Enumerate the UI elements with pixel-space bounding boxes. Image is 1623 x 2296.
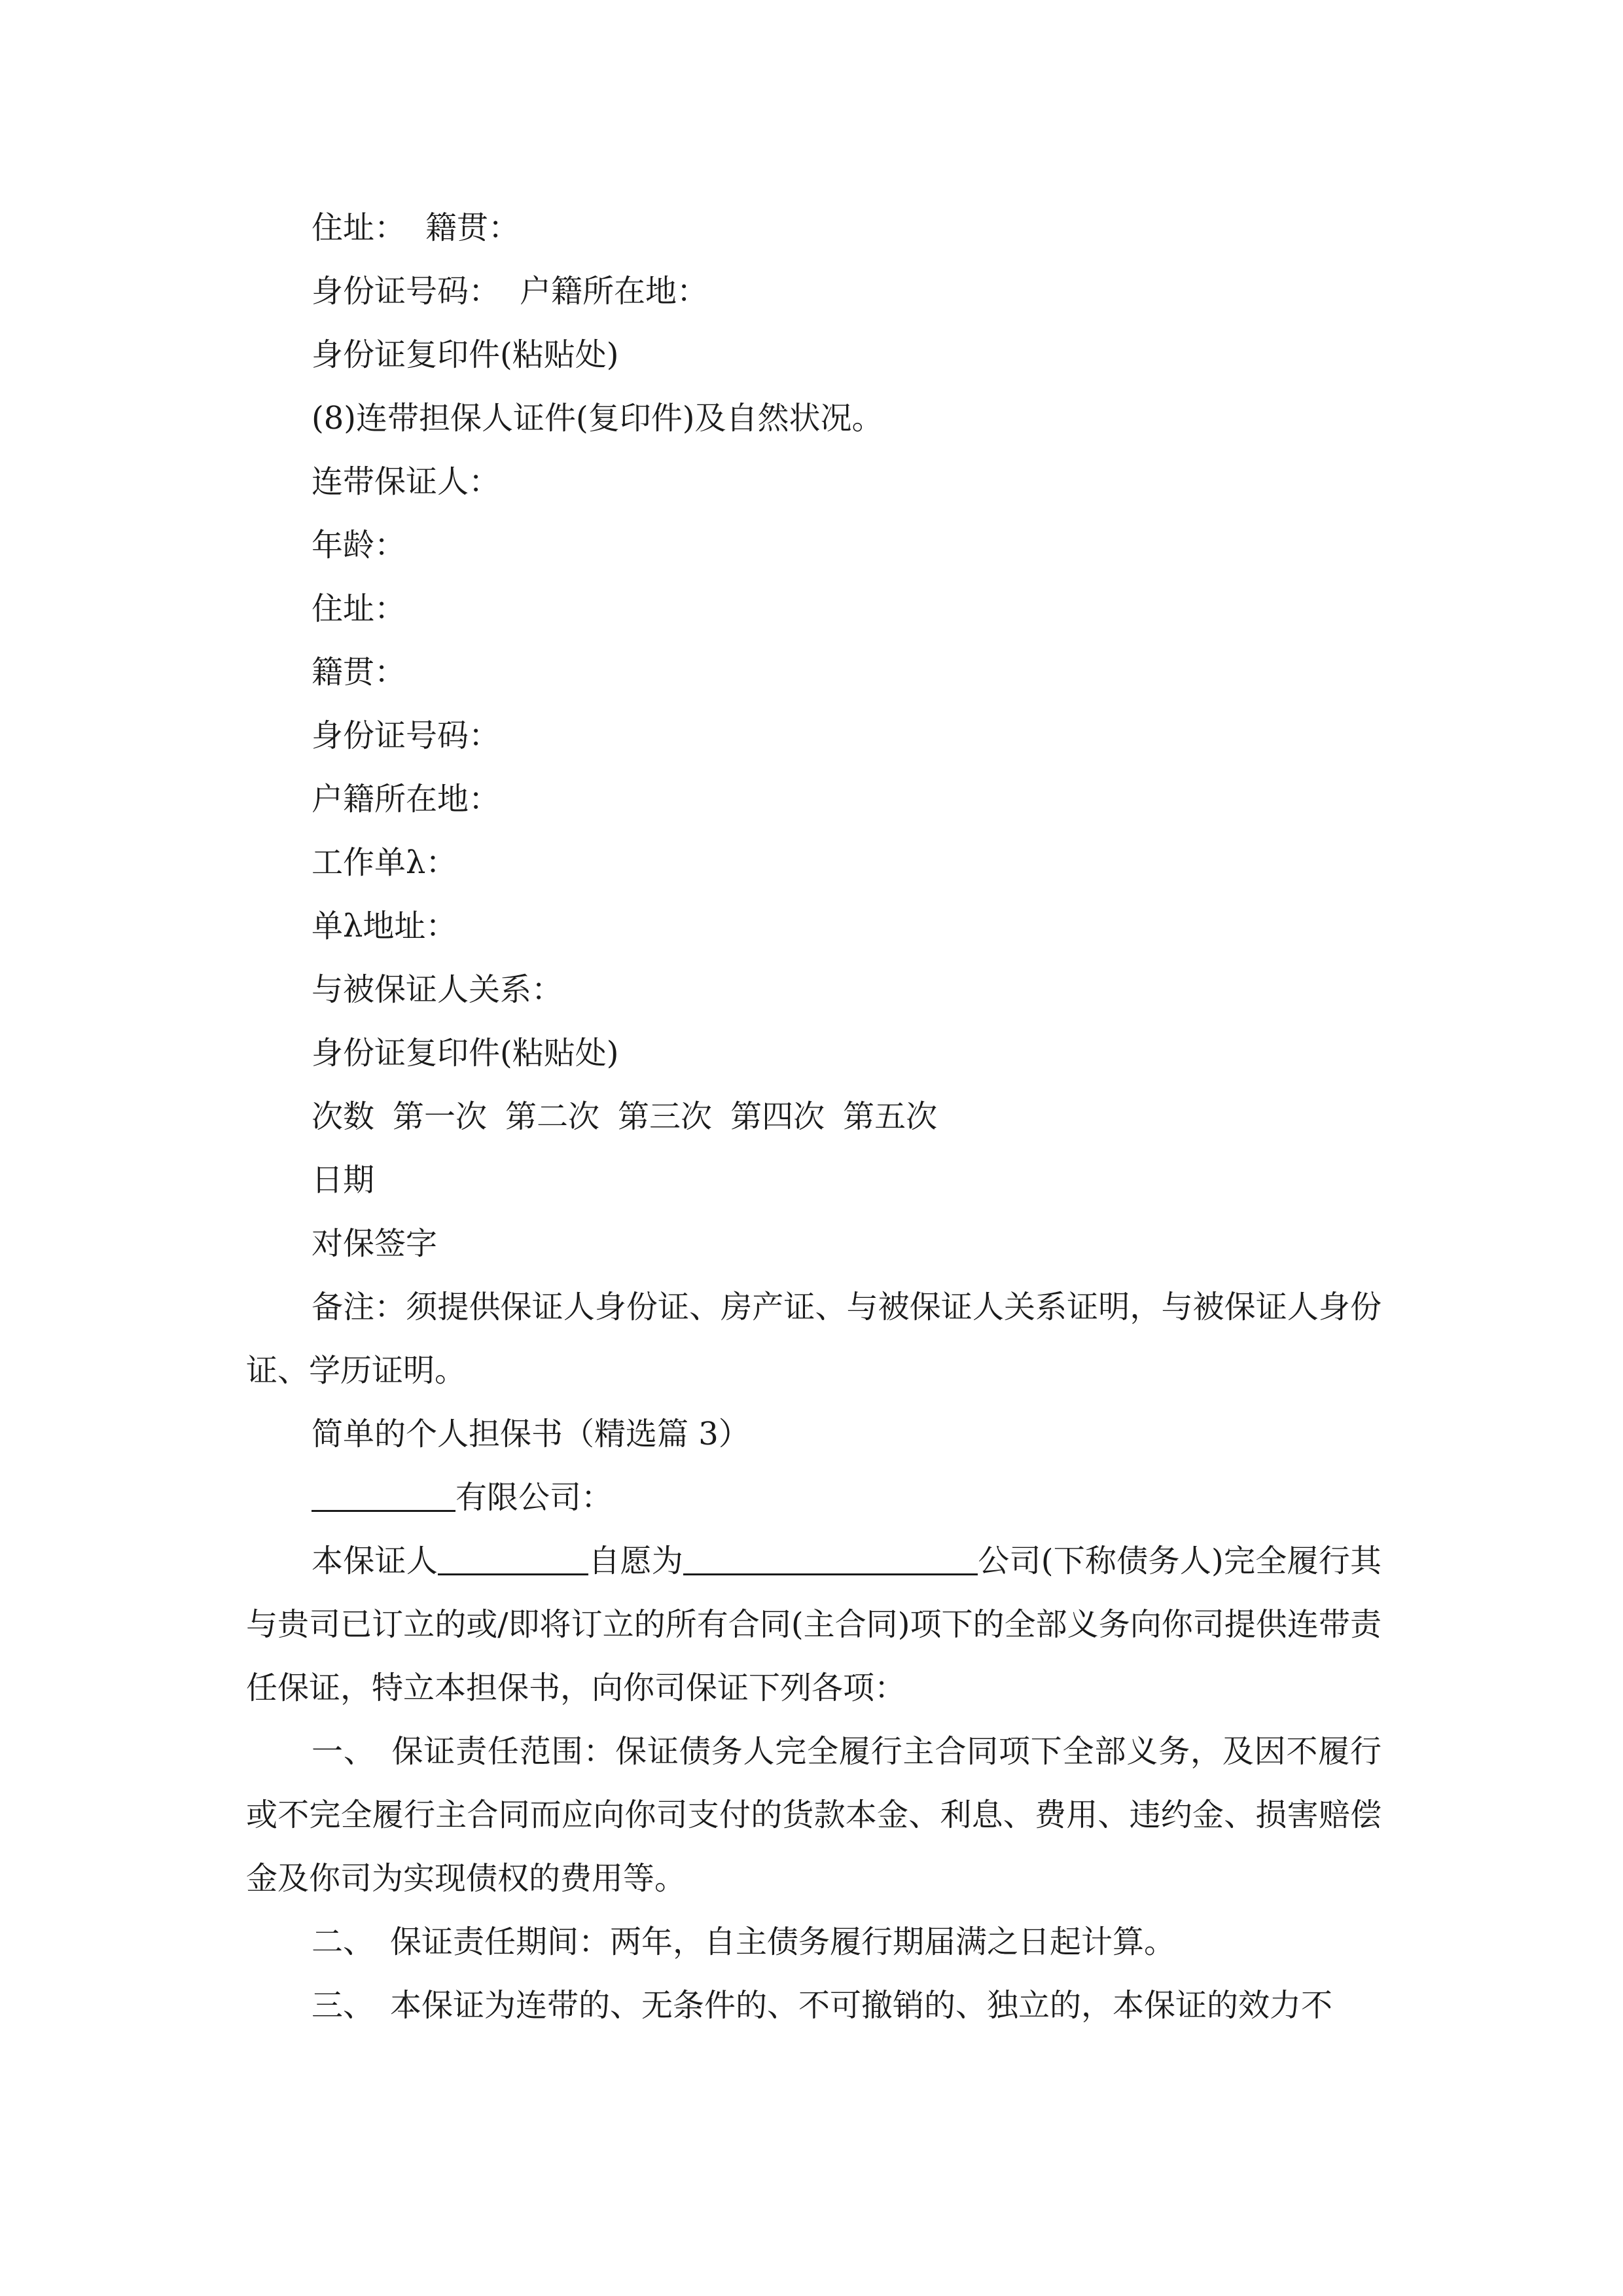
table-row-signature: 对保签字 xyxy=(312,1225,438,1262)
company-name-blank[interactable] xyxy=(312,1476,455,1512)
guarantee-item-3: 三、 本保证为连带的、无条件的、不可撤销的、独立的，本保证的效力不 xyxy=(312,1987,1333,2024)
guarantor-id-copy-line: 身份证复印件(粘贴处) xyxy=(312,1035,619,1071)
guarantor-id-number-label: 身份证号码： xyxy=(312,717,501,754)
guarantee-item-2: 二、 保证责任期间：两年，自主债务履行期届满之日起计算。 xyxy=(312,1924,1176,1960)
relationship-label: 与被保证人关系： xyxy=(312,971,563,1008)
table-header-first: 第一次 xyxy=(393,1098,488,1135)
table-header-fourth: 第四次 xyxy=(730,1098,825,1135)
table-header-fifth: 第五次 xyxy=(843,1098,938,1135)
guarantee-item-1: 一、 保证责任范围：保证债务人完全履行主合同项下全部义务，及因不履行或不完全履行主合同而应向你司支付的货款本金、利息、费用、违约金、损害赔偿金及你司为实现债权的费用等。 xyxy=(246,1733,1382,1897)
id-number-label: 身份证号码： xyxy=(312,273,501,310)
guarantor-hometown-label: 籍贯： xyxy=(312,654,406,691)
joint-guarantor-label: 连带保证人： xyxy=(312,463,501,500)
table-header-second: 第二次 xyxy=(505,1098,600,1135)
company-suffix: 有限公司： xyxy=(455,1479,613,1516)
id-copy-line: 身份证复印件(粘贴处) xyxy=(312,336,619,373)
hometown-label: 籍贯： xyxy=(425,209,520,246)
address-label: 住址： xyxy=(312,209,406,246)
household-label: 户籍所在地： xyxy=(520,273,709,310)
company-address-line xyxy=(246,1466,1382,1530)
note-paragraph: 备注：须提供保证人身份证、房产证、与被保证人关系证明，与被保证人身份证、学历证明。 xyxy=(246,1289,1382,1389)
table-header-third: 第三次 xyxy=(618,1098,713,1135)
visit-table-header-row xyxy=(246,1085,1382,1149)
table-header-count: 次数 xyxy=(312,1098,375,1135)
guarantee-intro-paragraph: 本保证人 自愿为 公司(下称债务人)完全履行其与贵司已订立的或/即将订立的所有合同(主合同)项下的全部义务向你司提供连带责任保证，特立本担保书，向你司保证下列各项： xyxy=(246,1530,1382,1720)
work-unit-label: 工作单λ： xyxy=(312,844,457,881)
document-content xyxy=(246,196,1382,2037)
debtor-company-blank[interactable] xyxy=(683,1539,978,1575)
guarantor-address-label: 住址： xyxy=(312,590,406,627)
table-row-date: 日期 xyxy=(312,1162,375,1198)
guarantor-household-label: 户籍所在地： xyxy=(312,781,501,817)
age-label: 年龄： xyxy=(312,527,406,564)
id-household-line xyxy=(246,260,1382,323)
address-hometown-line xyxy=(246,196,1382,260)
guarantor-name-blank[interactable] xyxy=(438,1539,588,1575)
joint-guarantor-heading: (8)连带担保人证件(复印件)及自然状况。 xyxy=(312,400,883,437)
work-unit-address-label: 单λ地址： xyxy=(312,908,457,944)
section-title: 简单的个人担保书（精选篇 3） xyxy=(312,1416,750,1452)
